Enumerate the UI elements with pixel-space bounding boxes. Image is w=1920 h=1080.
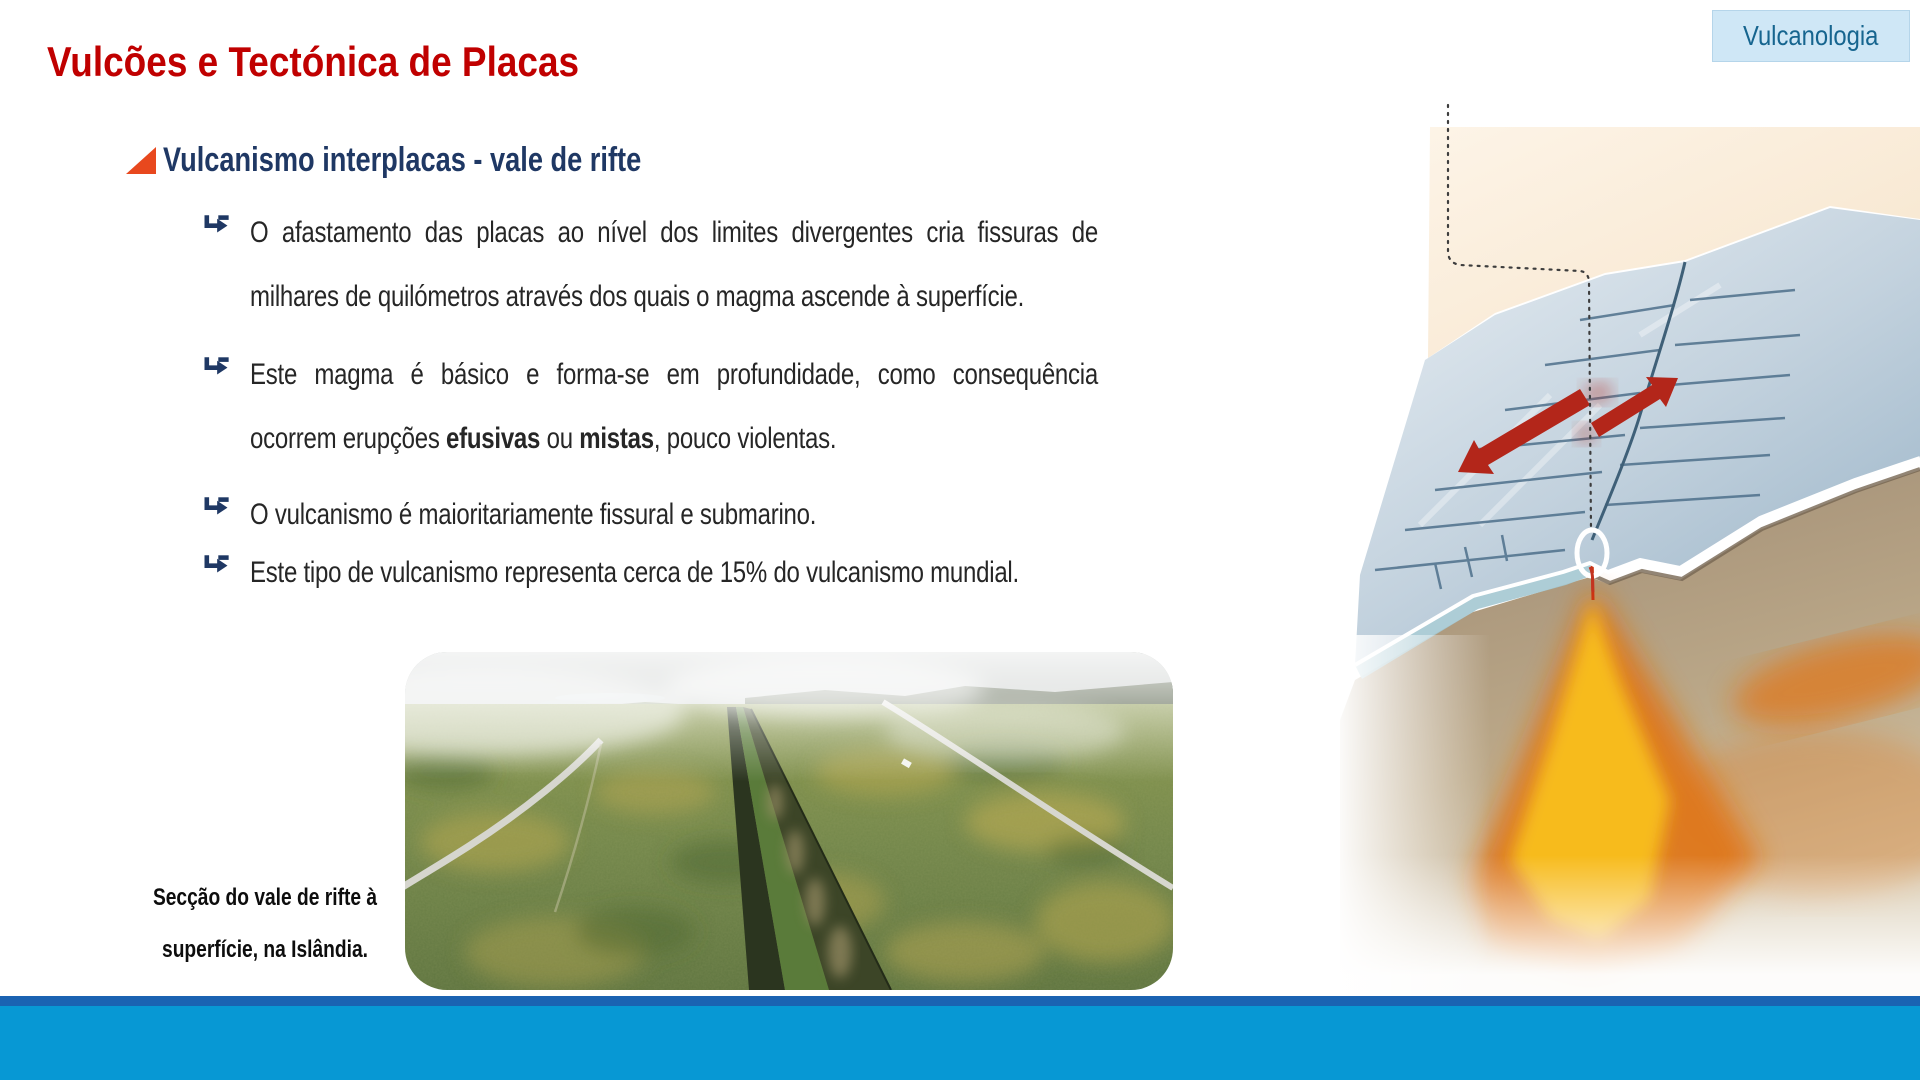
photo-caption-line: superfície, na Islândia. [162, 936, 368, 963]
bullet-text [250, 343, 1098, 471]
bullet-text [250, 483, 1098, 547]
rift-photo [405, 652, 1173, 990]
bullet-line: Este tipo de vulcanismo representa cerca de 15% do vulcanismo mundial. [250, 556, 1019, 589]
course-badge [1712, 10, 1910, 62]
bullet-item [200, 201, 1310, 329]
bullet-item [200, 483, 1310, 547]
bullet-line: ocorrem erupções efusivas ou mistas, pouco violentas. [250, 422, 837, 455]
bullet-text [250, 541, 1098, 605]
photo-caption-line: Secção do vale de rifte à [152, 884, 378, 911]
bullet-line: O afastamento das placas ao nível dos limites divergentes cria fissuras de [250, 216, 1098, 249]
bullet-line: O vulcanismo é maioritariamente fissural e submarino. [250, 498, 817, 531]
bullet-text [250, 201, 1098, 329]
tab-arrow-icon [202, 355, 230, 378]
tab-arrow-icon [202, 213, 230, 236]
photo-caption [145, 872, 385, 976]
bullet-item [200, 541, 1310, 605]
rift-diagram [1340, 95, 1920, 996]
bullet-item [200, 343, 1310, 471]
footer-bar-light [0, 1006, 1920, 1080]
triangle-icon [126, 147, 156, 174]
tab-arrow-icon [202, 495, 230, 518]
diagram-left-fade [1340, 635, 1490, 996]
course-badge-label: Vulcanologia [1743, 20, 1879, 51]
slide-title: Vulcões e Tectónica de Placas [47, 38, 580, 85]
bullet-line: Este magma é básico e forma-se em profundidade, como consequência [250, 358, 1098, 391]
rift-photo-art [405, 652, 1173, 990]
bullet-line: milhares de quilómetros através dos quais o magma ascende à superfície. [250, 280, 1025, 313]
footer-bar-dark [0, 996, 1920, 1006]
tab-arrow-icon [202, 553, 230, 576]
section-heading: Vulcanismo interplacas - vale de rifte [163, 141, 642, 179]
